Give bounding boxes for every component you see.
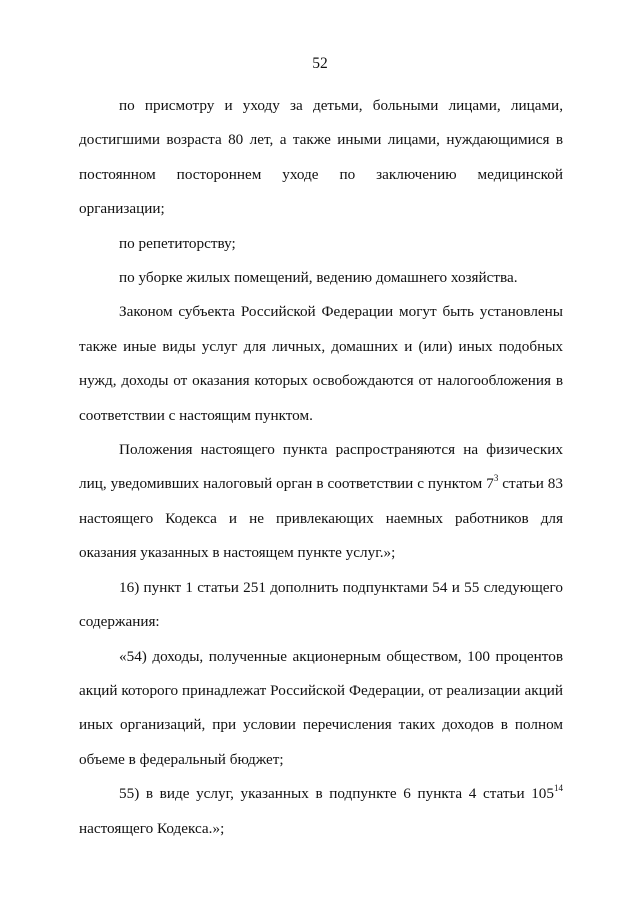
paragraph-subitem-55-text-before: 55) в виде услуг, указанных в подпункте 6 пункта 4 статьи 105 <box>119 785 554 803</box>
paragraph-scope-provisions <box>79 433 563 571</box>
paragraph-housekeeping: по уборке жилых помещений, ведению домашнего хозяйства. <box>119 269 518 287</box>
paragraph-scope-text-after: статьи 83 настоящего Кодекса и не привлекающих наемных работников для оказания указанных в настоящем пункте услуг.»; <box>79 475 563 562</box>
paragraph-regional-law: Законом субъекта Российской Федерации могут быть установлены также иные виды услуг для личных, домашних и (или) иных подобных нужд, доходы от оказания которых освобождаются от налогообложения в соответствии с настоящим пунктом. <box>79 303 563 424</box>
paragraph-tutoring: по репетиторству; <box>119 234 236 252</box>
superscript-index: 14 <box>554 783 563 794</box>
paragraph-childcare: по присмотру и уходу за детьми, больными лицами, лицами, достигшими возраста 80 лет, а также иными лицами, нуждающимися в постоянном постороннем уходе по заключению медицинской организации; <box>79 97 563 218</box>
paragraph-subitem-54: «54) доходы, полученные акционерным обществом, 100 процентов акций которого принадлежат Российской Федерации, от реализации акций иных организаций, при условии перечисления таких доходов в полном объеме в федеральный бюджет; <box>79 647 563 768</box>
paragraph-subitem-55-text-after: настоящего Кодекса.»; <box>79 819 225 837</box>
document-body <box>79 89 563 846</box>
paragraph-subitem-55 <box>79 777 563 846</box>
paragraph-item-16: 16) пункт 1 статьи 251 дополнить подпунктами 54 и 55 следующего содержания: <box>79 578 563 631</box>
superscript-index: 3 <box>493 473 499 484</box>
paragraph-scope-text-before: Положения настоящего пункта распространяются на физических лиц, уведомивших налоговый орган в соответствии с пунктом 7 <box>79 441 563 493</box>
page-number: 52 <box>312 55 328 72</box>
